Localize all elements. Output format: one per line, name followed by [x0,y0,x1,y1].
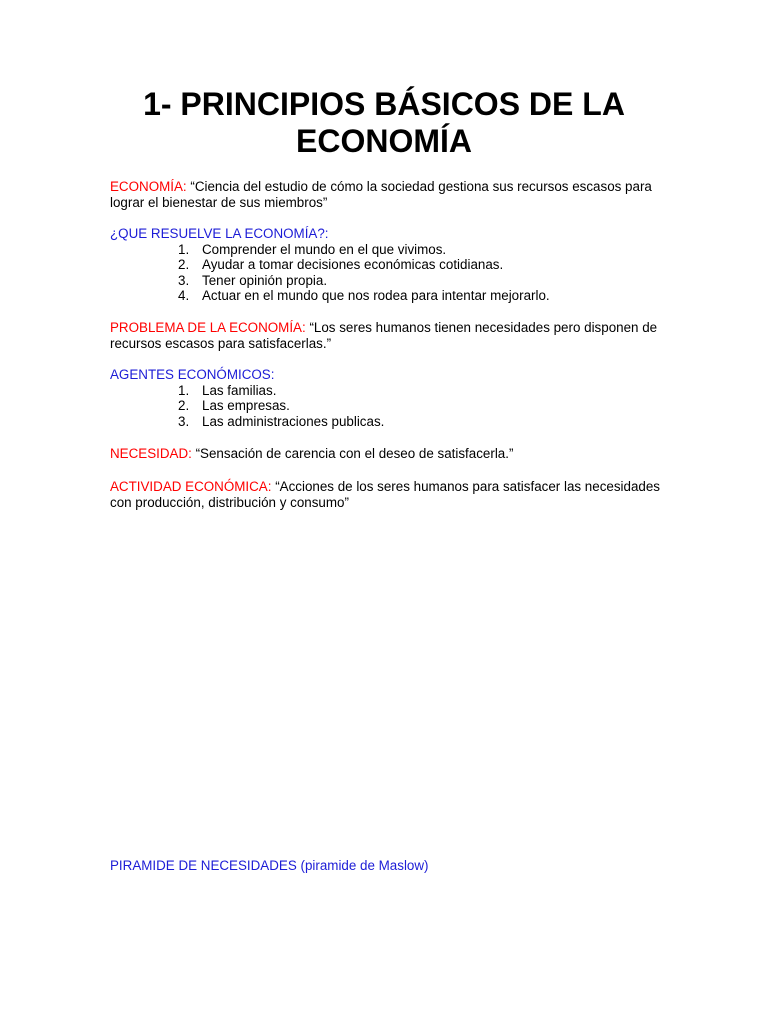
list-item [110,383,670,399]
list-item-text: Actuar en el mundo que nos rodea para intentar mejorarlo. [202,288,550,304]
actividad-text: “Acciones de los seres humanos para satisfacer las necesidades con producción, distribución y consumo” [110,479,660,510]
list-item-number: 2. [178,398,190,414]
actividad-term: ACTIVIDAD ECONÓMICA: [110,479,272,494]
problema-term: PROBLEMA DE LA ECONOMÍA: [110,320,306,335]
piramide-subheading: (piramide de Maslow) [300,858,429,873]
list-item [110,398,670,414]
list-item-text: Las empresas. [202,398,290,414]
agentes-section [110,367,670,429]
necesidad-text: “Sensación de carencia con el deseo de satisfacerla.” [195,446,514,461]
piramide-heading: PIRAMIDE DE NECESIDADES [110,858,297,873]
list-item [110,414,670,430]
piramide-heading-line [110,858,670,874]
economia-term: ECONOMÍA: [110,179,187,194]
list-item-number: 2. [178,257,190,273]
list-item-number: 1. [178,241,190,257]
page-title [0,86,768,160]
necesidad-term: NECESIDAD: [110,446,192,461]
page-title-line-1: 1- PRINCIPIOS BÁSICOS DE LA [143,86,625,122]
list-item-number: 3. [178,272,190,288]
agentes-list [110,383,670,430]
list-item [110,257,670,273]
list-item-text: Ayudar a tomar decisiones económicas cotidianas. [202,257,504,273]
list-item-number: 3. [178,413,190,429]
agentes-heading: AGENTES ECONÓMICOS: [110,367,275,382]
actividad-definition [110,479,670,510]
economia-text: “Ciencia del estudio de cómo la sociedad gestiona sus recursos escasos para lograr el bienestar de sus miembros” [110,179,652,210]
list-item [110,288,670,304]
list-item-text: Comprender el mundo en el que vivimos. [202,241,447,257]
list-item-number: 4. [178,288,190,304]
que-resuelve-section [110,226,670,304]
list-item-text: Tener opinión propia. [202,272,328,288]
list-item-text: Las familias. [202,382,277,398]
list-item-text: Las administraciones publicas. [202,413,385,429]
que-resuelve-list [110,242,670,304]
list-item [110,273,670,289]
list-item [110,242,670,258]
economia-definition [110,179,670,210]
necesidad-definition [110,446,670,462]
list-item-number: 1. [178,382,190,398]
problema-text: “Los seres humanos tienen necesidades pero disponen de recursos escasos para satisfacerlas.” [110,320,658,351]
page-title-line-2: ECONOMÍA [296,123,472,159]
que-resuelve-heading: ¿QUE RESUELVE LA ECONOMÍA?: [110,226,329,241]
problema-definition [110,320,670,351]
